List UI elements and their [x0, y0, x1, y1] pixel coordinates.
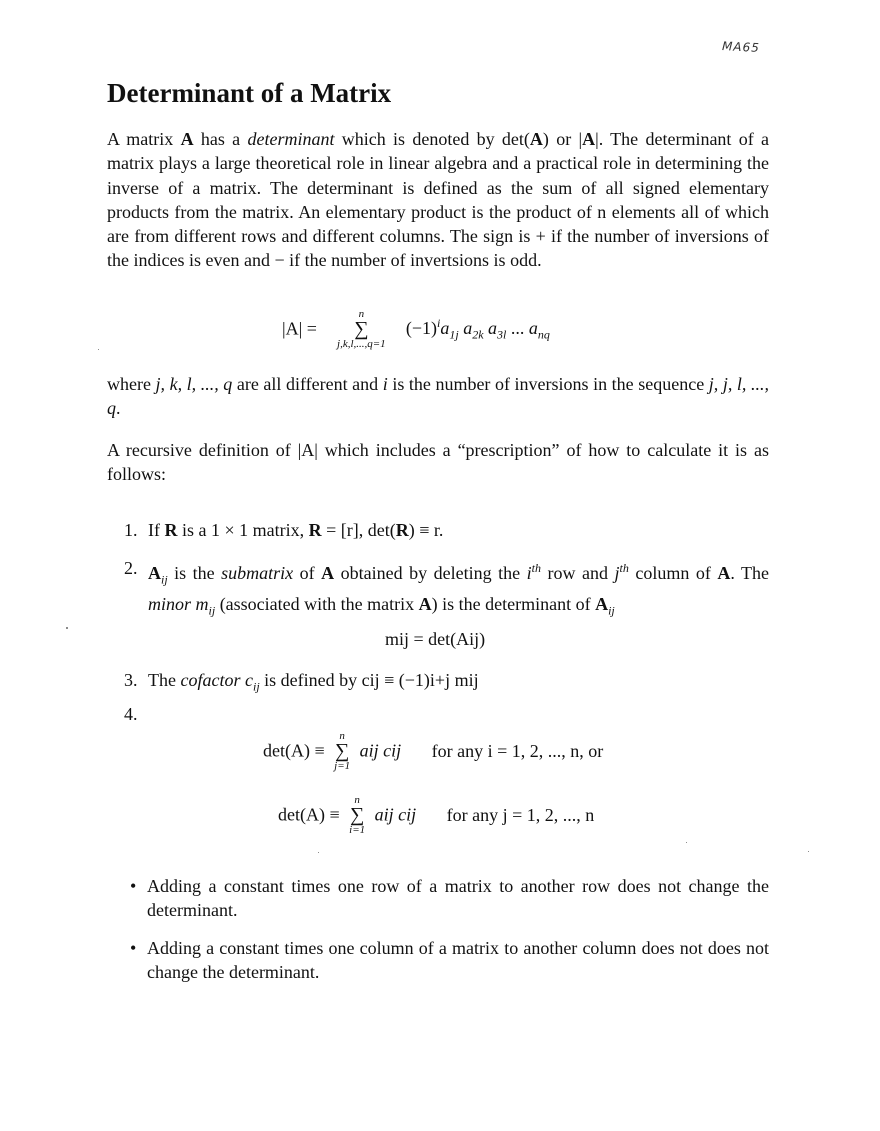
intro-paragraph: A matrix A has a determinant which is denoted by det(A) or |A|. The determinant of a matrix plays a large theoretical role in linear algebra and a practical role in determining the inverse of a matrix. The determinant is defined as the sum of all signed elementary products from the matrix. An elementary product is the product of n elements all of which are from different rows and different columns. The sign is + if the number of inversions of the indices is even and − if the number of invertsions is odd. — [107, 129, 770, 271]
bullet-item: • Adding a constant times one column of a matrix to another column does not does not change the determinant. — [130, 938, 769, 983]
scan-speck — [686, 842, 687, 843]
bullet-item: • Adding a constant times one row of a matrix to another row does not change the determinant. — [130, 876, 769, 921]
page: MA65 Determinant of a Matrix A matrix A has a determinant which is denoted by det(A) or |A|. The determinant of a matrix plays a large theoretical role in linear algebra and a practical role in determining the inverse of a matrix. The determinant is defined as the sum of all signed elementary products from the matrix. An elementary product is the product of n elements all of which are from different rows and different columns. The sign is + if the number of inversions of the indices is even and − if the number of invertsions is odd. |A| = n ∑ j,k,l,...,q=1 $(-1)^ia_{1j}$ $a_{2k}$ $a_{3l}$ ... $a_{nq}$ where j, k, l, ..., q are all different and i is the number of inversions in the sequence j, j, l, ..., q. A recursive definition of |A| which includes a “prescription” of how to calculate it is as follows: 1. If R is a 1 × 1 matrix, R = [r], det(R) ≡ r. 2. $A_{ij}$ is the submatrix of A obtained by deleting the $i^{th}$ row and $j^{th}$ column of A. The minor $m_{ij}$ (associated with the matrix A) is the determinant of $A_{ij}$ mij = det(Aij) 3. The cofactor $c_{ij}$ is defined by cij ≡ (−1)i+j mij 4. det(A) ≡ n ∑ j=1 aij cij for any i = 1, 2, ..., n, or det(A) ≡ n ∑ i=1 aij cij for any j = 1, 2, ..., n • Adding a constant times one row of a matrix to another row does not change the determinant. • Adding a constant times one column of a matrix to another column does not does not change the determinant. — [0, 0, 880, 1131]
list-item: 1. If R is a 1 × 1 matrix, R = [r], det(R) ≡ r. — [124, 520, 444, 540]
where-paragraph: where j, k, l, ..., q are all different and i is the number of inversions in the sequence j, j, l, ..., q. — [107, 374, 769, 419]
scan-speck — [318, 852, 319, 853]
scan-speck — [98, 349, 99, 350]
scan-speck — [808, 851, 809, 852]
recursive-intro-paragraph: A recursive definition of |A| which includes a “prescription” of how to calculate it is as follows: — [107, 440, 769, 485]
formula-row-expansion: det(A) ≡ n ∑ j=1 aij cij for any i = 1, 2, ..., n, or — [263, 730, 604, 772]
formula-column-expansion: det(A) ≡ n ∑ i=1 aij cij for any j = 1, 2, ..., n — [278, 794, 595, 836]
handwritten-note: MA65 — [721, 39, 761, 55]
scan-speck — [66, 627, 68, 629]
list-item: 3. The cofactor $c_{ij}$ is defined by cij ≡ (−1)i+j mij — [124, 670, 479, 694]
list-item: 2. $A_{ij}$ is the submatrix of A obtained by deleting the $i^{th}$ row and $j^{th}$ column of A. The minor $m_{ij}$ (associated with the matrix A) is the determinant of $A_{ij}$ — [124, 558, 769, 618]
page-title: Determinant of a Matrix — [107, 78, 392, 108]
formula-determinant-sum: |A| = n ∑ j,k,l,...,q=1 $(-1)^ia_{1j}$ $a_{2k}$ $a_{3l}$ ... $a_{nq}$ — [282, 308, 550, 350]
formula-minor: mij = det(Aij) — [385, 629, 486, 649]
